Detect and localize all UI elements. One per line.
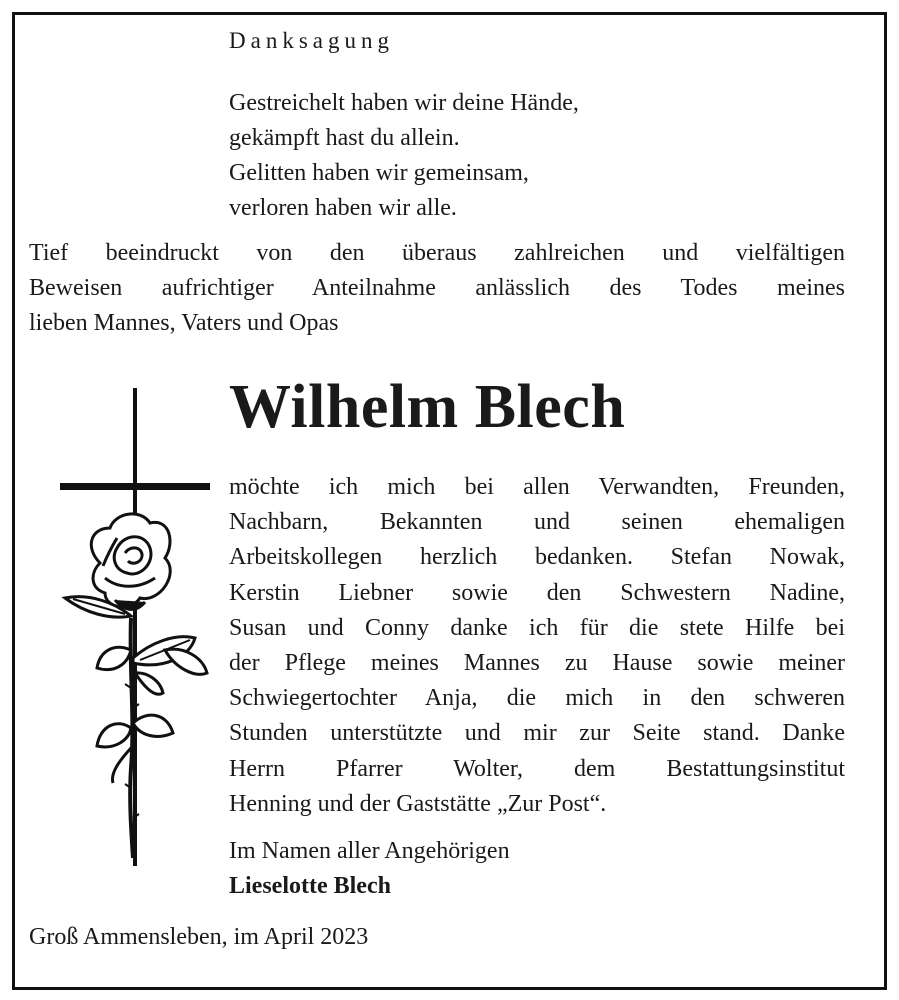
body-line: Kerstin Liebner sowie den Schwestern Nadine, xyxy=(229,579,845,606)
body-line: Herrn Pfarrer Wolter, dem Bestattungsinstitut xyxy=(229,755,845,782)
body-line: Nachbarn, Bekannten und seinen ehemaligen xyxy=(229,509,845,536)
body-line: Stunden unterstützte und mir zur Seite stand. Danke xyxy=(229,720,845,747)
notice-heading: Danksagung xyxy=(229,28,394,53)
deceased-name: Wilhelm Blech xyxy=(229,373,626,441)
poem-line: gekämpft hast du allein. xyxy=(229,125,460,151)
poem-line: verloren haben wir alle. xyxy=(229,195,457,221)
intro-line: Tief beeindruckt von den überaus zahlreichen und vielfältigen xyxy=(29,240,845,266)
body-line: Schwiegertochter Anja, die mich in den schweren xyxy=(229,685,845,712)
intro-paragraph xyxy=(29,236,845,341)
body-line: der Pflege meines Mannes zu Hause sowie meiner xyxy=(229,649,845,676)
signer-name: Lieselotte Blech xyxy=(229,873,391,899)
body-line: Arbeitskollegen herzlich bedanken. Stefan Nowak, xyxy=(229,544,845,571)
body-line: Susan und Conny danke ich für die stete Hilfe bei xyxy=(229,614,845,641)
body-line: möchte ich mich bei allen Verwandten, Freunden, xyxy=(229,474,845,500)
intro-line: lieben Mannes, Vaters und Opas xyxy=(29,310,339,336)
body-line: Henning und der Gaststätte „Zur Post“. xyxy=(229,790,607,817)
poem-line: Gelitten haben wir gemeinsam, xyxy=(229,160,529,186)
intro-line: Beweisen aufrichtiger Anteilnahme anlässlich des Todes meines xyxy=(29,275,845,301)
poem xyxy=(229,86,579,226)
poem-line: Gestreichelt haben wir deine Hände, xyxy=(229,90,579,116)
signoff xyxy=(229,834,510,904)
signoff-preface: Im Namen aller Angehörigen xyxy=(229,838,510,864)
thanks-paragraph xyxy=(229,470,845,822)
cross-with-rose-icon xyxy=(45,388,215,868)
place-and-date: Groß Ammensleben, im April 2023 xyxy=(29,924,369,950)
